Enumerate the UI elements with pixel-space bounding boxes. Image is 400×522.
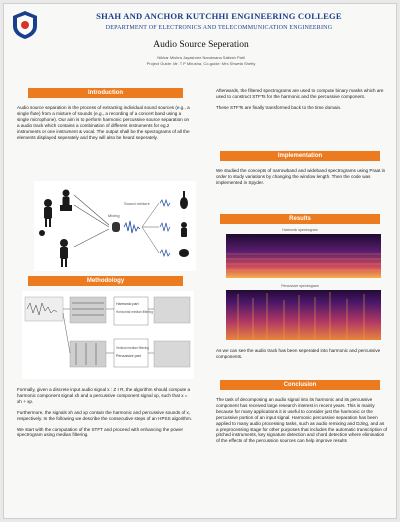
guide-line: Project Guide: Mr. T P Mirusha, Co-guide: Mrs Shweta Shetty	[146, 61, 256, 66]
microphone-icon	[112, 222, 120, 232]
college-name: SHAH AND ANCHOR KUTCHHI ENGINEERING COLLEGE	[96, 11, 342, 21]
harmonic-spectrogram	[226, 234, 381, 278]
methodology-heading: Methodology	[28, 276, 183, 286]
diagram-label: Harmonic part	[116, 302, 139, 306]
department-name: DEPARTMENT OF ELECTRONICS AND TELECOMMUNICATION ENGINEERING	[105, 25, 333, 31]
poster-header	[4, 4, 397, 66]
method-continued-paragraph: Afterwards, the filtered spectrograms are used to compute binary masks which are used to construct STFTs for the harmonic and the percussive component.	[216, 88, 384, 99]
results-heading: Results	[220, 214, 380, 224]
hpss-diagram	[22, 291, 194, 379]
authors-line: Nikhar Mishra Jayashree Nandwana Sailesh Patil	[157, 55, 245, 60]
sound-mixture-label: Sound mixture	[124, 201, 150, 206]
diagram-label: Percussive part	[116, 354, 141, 358]
spectrogram-2-label: Percussive spectrogram	[281, 284, 319, 288]
method-continued-paragraph: These STFTs are finally transformed back to the time domain.	[216, 104, 342, 110]
methodology-paragraph: We start with the computation of the STFT and proceed with enhancing the power spectrogram using median filtering.	[17, 426, 184, 438]
conclusion-text: The task of decomposing an audio signal into its harmonic and its percussive component has received large research interest in recent years. This is mainly because for many applications it is useful to consider just the harmonic or the percussive portion of an input signal. Harmonic percussive separation has been applied to many audio processing tasks, such as audio remixing and DJing, and as a preprocessing stage for other purposes that includes the automatic transcription of pitched instruments, key signature detection and chord detection where elimination of the effects of the percussion sources can help improve results	[216, 397, 388, 444]
results-text: As we can see the audio track has been seperated into harmonic and percussive components.	[216, 348, 381, 359]
implementation-heading: Implementation	[220, 151, 380, 161]
poster-title: Audio Source Seperation	[153, 40, 249, 50]
methodology-paragraph: Formally, given a discrete input audio signal x : Z I R, the algorithm should compute a harmonic component signal xh and a percussive component signal xp, such that x = xh + xp.	[17, 387, 191, 404]
introduction-heading: Introduction	[28, 88, 183, 98]
mixing-label: Mixing	[108, 213, 120, 218]
diagram-label: Horizontal median filtering	[116, 310, 153, 314]
spectrogram-1-label: Harmonic spectrogram	[282, 228, 318, 232]
college-logo-icon	[11, 10, 39, 40]
introduction-text: Audio source separation is the process of extracting individual sound sources (e.g., a single flute) from a mixture of sounds (e.g., a recording of a concert band using a single microphone). Our aim is to perform harmonic percussive source separation on a audio track which contains a combination of different instruments for eg.2 instruments or one instrument & vocal. The output shall be the spectograms of all the elements displayed seperately and they will also be heard seperately.	[17, 105, 190, 140]
implementation-text: We studied the concepts of narrowband and wideband spectrograms using Praat in order to study variations by changing the window length. Then the code was implemented in Spyder.	[216, 168, 386, 185]
sound-mixture-figure	[34, 181, 196, 271]
diagram-label: Vertical median filtering	[116, 346, 149, 350]
methodology-text	[17, 387, 193, 443]
poster	[3, 3, 397, 519]
methodology-paragraph: Furthermore, the signals xh and xp contain the harmonic and percussive sounds of x, respectively. In the following we describe the consecutive steps of an HPSS algorithm.	[17, 409, 193, 421]
conclusion-heading: Conclusion	[220, 380, 380, 390]
percussive-spectrogram	[226, 290, 381, 340]
method-continued-text	[216, 88, 388, 116]
